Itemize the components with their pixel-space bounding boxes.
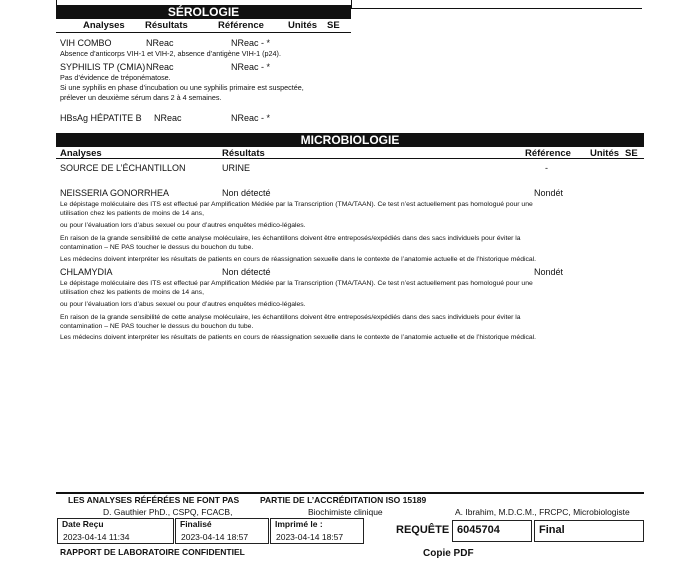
finalise-value: 2023-04-14 18:57	[181, 532, 249, 542]
sero-test-reference: NReac - *	[231, 113, 271, 123]
micro-header-reference: Référence	[525, 148, 571, 159]
micro-test-note: contamination – NE PAS toucher le dessus du bouchon du tube.	[60, 244, 254, 251]
date-recu-label: Date Reçu	[62, 519, 104, 529]
footer-accreditation: PARTIE DE L’ACCRÉDITATION ISO 15189	[260, 495, 427, 505]
micro-test-note: utilisation chez les patients de moins de 14 ans,	[60, 210, 204, 217]
footer-not-part: LES ANALYSES RÉFÉRÉES NE FONT PAS	[68, 495, 240, 505]
micro-test-reference: Nondét	[534, 188, 564, 198]
micro-source-result: URINE	[222, 163, 251, 173]
sero-test-note: Si une syphilis en phase d’incubation ou une syphilis primaire est suspectée,	[60, 83, 304, 92]
sero-test-result: NReac	[154, 113, 182, 123]
imprime-label: Imprimé le :	[275, 519, 323, 529]
micro-test-note: Les médecins doivent interpréter les résultats de patients en cours de réassignation sexuelle dans le contexte de l’anatomie actuelle et de l’historique médical.	[60, 334, 537, 341]
sero-test-note: Pas d’évidence de tréponématose.	[60, 73, 171, 82]
micro-header-analyses: Analyses	[60, 148, 102, 159]
micro-test-note: Le dépistage moléculaire des ITS est effectué par Amplification Médiée par la Transcription (TMA/TAAN). Ce test n’est actuellement pas homologué pour une	[60, 280, 533, 287]
sero-header-reference: Référence	[218, 20, 264, 31]
micro-test-note: Les médecins doivent interpréter les résultats de patients en cours de réassignation sexuelle dans le contexte de l’anatomie actuelle et de l’historique médical.	[60, 256, 537, 263]
top-border-mid	[351, 0, 352, 8]
micro-test-name: CHLAMYDIA	[60, 267, 113, 277]
micro-test-note: contamination – NE PAS toucher le dessus du bouchon du tube.	[60, 323, 254, 330]
footer-signer: A. Ibrahim, M.D.C.M., FRCPC, Microbiologiste	[455, 507, 630, 517]
imprime-box	[270, 518, 364, 544]
micro-header-unites: Unités	[590, 148, 620, 159]
micro-test-note: ou pour l’évaluation lors d’abus sexuel ou pour d’autres enquêtes médico-légales.	[60, 222, 306, 229]
sero-test-name: HBsAg HÉPATITE B	[60, 113, 142, 123]
serologie-header-rule	[56, 32, 351, 33]
micro-test-result: Non détecté	[222, 188, 271, 198]
footer-signer: Biochimiste clinique	[308, 507, 383, 517]
finalise-box	[175, 518, 269, 544]
date-recu-value: 2023-04-14 11:34	[63, 532, 130, 542]
micro-test-note: utilisation chez les patients de moins de 14 ans,	[60, 289, 204, 296]
micro-test-note: En raison de la grande sensibilité de cette analyse moléculaire, les échantillons doivent être entreposés/expédiés dans des sacs individuels pour éviter la	[60, 314, 521, 321]
sero-test-note: prélever un deuxième sérum dans 2 à 4 semaines.	[60, 93, 222, 102]
micro-test-note: En raison de la grande sensibilité de cette analyse moléculaire, les échantillons doivent être entreposés/expédiés dans des sacs individuels pour éviter la	[60, 235, 521, 242]
micro-test-note: ou pour l’évaluation lors d’abus sexuel ou pour d’autres enquêtes médico-légales.	[60, 301, 306, 308]
micro-source-name: SOURCE DE L’ÉCHANTILLON	[60, 163, 186, 173]
sero-test-note: Absence d’anticorps VIH-1 et VIH-2, absence d’antigène VIH-1 (p24).	[60, 49, 281, 58]
copie-pdf-label: Copie PDF	[423, 548, 474, 559]
sero-test-name: VIH COMBO	[60, 38, 112, 48]
finalise-label: Finalisé	[180, 519, 212, 529]
sero-header-resultats: Résultats	[145, 20, 188, 31]
micro-header-se: SE	[625, 148, 638, 159]
sero-test-reference: NReac - *	[231, 38, 271, 48]
requete-number: 6045704	[457, 524, 500, 536]
requete-label: REQUÊTE	[396, 524, 450, 536]
micro-header-resultats: Résultats	[222, 148, 265, 159]
requete-number-box	[452, 520, 532, 542]
footer-top-rule	[56, 492, 644, 494]
footer-signer: D. Gauthier PhD., CSPQ, FCACB,	[103, 507, 233, 517]
requete-status: Final	[539, 524, 565, 536]
confidential-label: RAPPORT DE LABORATOIRE CONFIDENTIEL	[60, 547, 245, 557]
micro-test-name: NEISSERIA GONORRHEA	[60, 188, 170, 198]
microbiologie-title: MICROBIOLOGIE	[56, 133, 644, 147]
requete-status-box	[534, 520, 644, 542]
top-border-right	[351, 8, 642, 9]
sero-test-result: NReac	[146, 38, 174, 48]
sero-header-unites: Unités	[288, 20, 318, 31]
imprime-value: 2023-04-14 18:57	[276, 532, 344, 542]
micro-test-reference: Nondét	[534, 267, 564, 277]
sero-test-name: SYPHILIS TP (CMIA)	[60, 62, 146, 72]
serologie-title: SÉROLOGIE	[56, 5, 351, 19]
sero-test-reference: NReac - *	[231, 62, 271, 72]
micro-test-note: Le dépistage moléculaire des ITS est effectué par Amplification Médiée par la Transcription (TMA/TAAN). Ce test n’est actuellement pas homologué pour une	[60, 201, 533, 208]
date-recu-box	[57, 518, 174, 544]
micro-source-reference: -	[545, 163, 548, 173]
sero-header-se: SE	[327, 20, 340, 31]
sero-header-analyses: Analyses	[83, 20, 125, 31]
micro-test-result: Non détecté	[222, 267, 271, 277]
sero-test-result: NReac	[146, 62, 174, 72]
